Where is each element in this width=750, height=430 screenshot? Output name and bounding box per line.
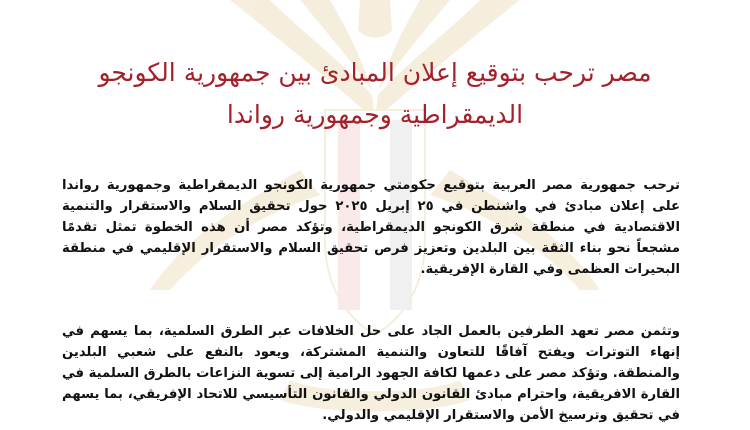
title-line-1: مصر ترحب بتوقيع إعلان المبادئ بين جمهورية الكونجو	[98, 58, 652, 87]
paragraph-1: ترحب جمهورية مصر العربية بتوقيع حكومتي جمهورية الكونجو الديمقراطية وجمهورية رواندا على إعلان مبادئ في واشنطن في ٢٥ إبريل ٢٠٢٥ حول تحقيق السلام والاستقرار والتنمية الاقتصادية في منطقة شرق الكونجو الديمقراطية، وتؤكد مصر أن هذه الخطوة تمثل تقدمًا مشجعاً نحو بناء الثقة بين البلدين وتعزيز فرص تحقيق السلام والاستقرار الإقليمي في منطقة البحيرات العظمى وفي القارة الإفريقية.	[62, 178, 680, 278]
title-line-2: الديمقراطية وجمهورية رواندا	[226, 100, 524, 129]
page-title	[40, 52, 710, 136]
paragraph-2: وتثمن مصر تعهد الطرفين بالعمل الجاد على حل الخلافات عبر الطرق السلمية، بما يسهم في إنهاء التوترات ويفتح آفاقًا للتعاون والتنمية المشتركة، ويعود بالنفع على شعبي البلدين والمنطقة. وتؤكد مصر على دعمها لكافة الجهود الرامية إلى تسوية النزاعات بالطرق السلمية في القارة الافريقية، واحترام مبادئ القانون الدولي والقانون التأسيسي للاتحاد الإفريقي، بما يسهم في تحقيق وترسيخ الأمن والاستقرار الإقليمي والدولي.	[62, 324, 680, 424]
